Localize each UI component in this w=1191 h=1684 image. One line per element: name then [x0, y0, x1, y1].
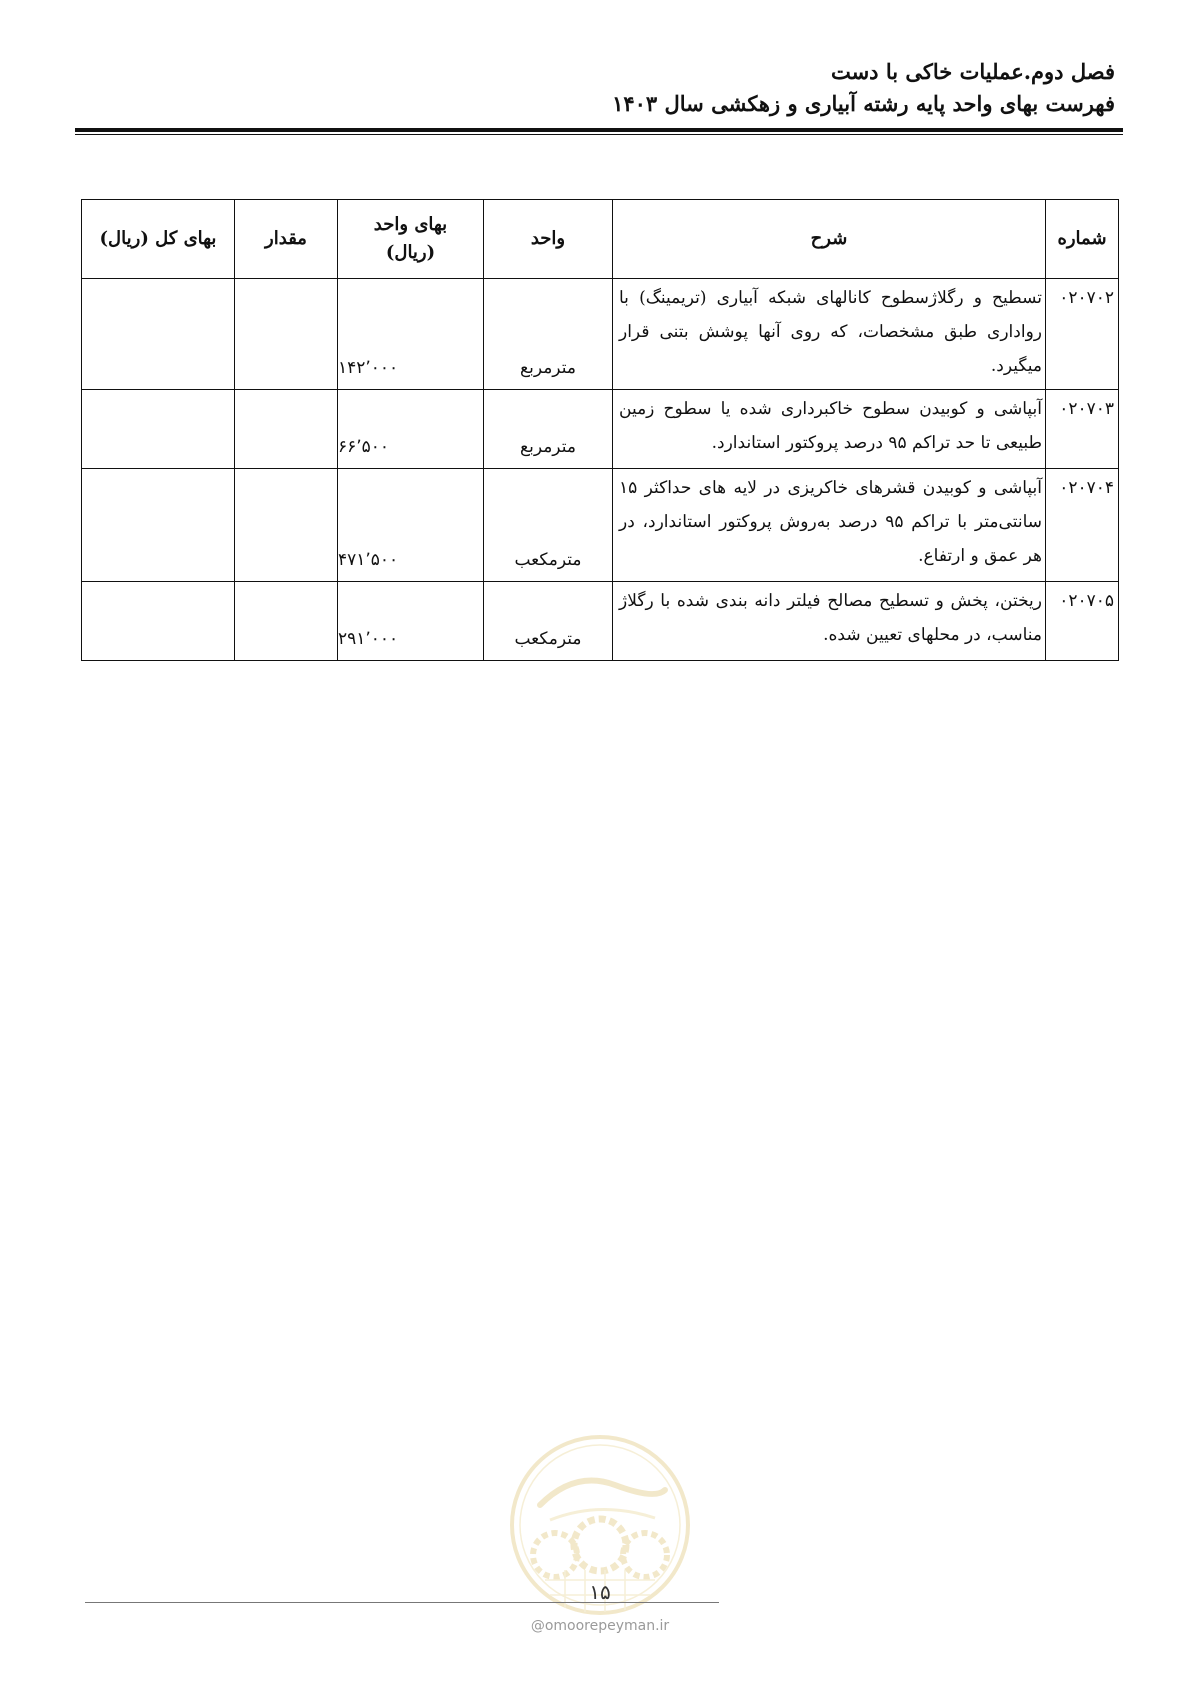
- row-code: ۰۲۰۷۰۴: [1046, 469, 1119, 582]
- row-quantity: [235, 469, 338, 582]
- row-code: ۰۲۰۷۰۵: [1046, 582, 1119, 661]
- footer-rule-left: [85, 1602, 480, 1603]
- row-total-price: [82, 469, 235, 582]
- header-unit: واحد: [484, 200, 613, 279]
- row-unit: مترمربع: [484, 279, 613, 390]
- header-rule-thick: [75, 128, 1123, 132]
- row-unit: مترمکعب: [484, 469, 613, 582]
- header-description: شرح: [613, 200, 1046, 279]
- price-list-table: [81, 199, 1119, 661]
- row-quantity: [235, 390, 338, 469]
- page-header: [75, 56, 1115, 120]
- row-description: تسطیح و رگلاژسطوح کانالهای شبکه آبیاری (تریمینگ) با رواداری طبق مشخصات، که روی آنها پوشش بتنی قرار میگیرد.: [613, 279, 1046, 390]
- header-rule-thin: [75, 134, 1123, 135]
- row-total-price: [82, 390, 235, 469]
- document-subtitle: فهرست بهای واحد پایه رشته آبیاری و زهکشی سال ۱۴۰۳: [612, 91, 1115, 116]
- row-description: ریختن، پخش و تسطیح مصالح فیلتر دانه بندی شده با رگلاژ مناسب، در محلهای تعیین شده.: [613, 582, 1046, 661]
- row-unit-price: ۴۷۱٬۵۰۰: [338, 469, 484, 582]
- row-description: آبپاشی و کوبیدن قشرهای خاکریزی در لایه های حداکثر ۱۵ سانتی‌متر با تراکم ۹۵ درصد به‌روش پروکتور استاندارد، در هر عمق و ارتفاع.: [613, 469, 1046, 582]
- row-code: ۰۲۰۷۰۲: [1046, 279, 1119, 390]
- row-unit: مترمکعب: [484, 582, 613, 661]
- table-row: [82, 469, 1119, 582]
- table-header-row: [82, 200, 1119, 279]
- header-total-price: بهای کل (ریال): [82, 200, 235, 279]
- row-description: آبپاشی و کوبیدن سطوح خاکبرداری شده یا سطوح زمین طبیعی تا حد تراکم ۹۵ درصد پروکتور استاندارد.: [613, 390, 1046, 469]
- row-total-price: [82, 279, 235, 390]
- row-unit-price: ۱۴۲٬۰۰۰: [338, 279, 484, 390]
- watermark-url: @omoorepeyman.ir: [530, 1618, 670, 1634]
- header-quantity: مقدار: [235, 200, 338, 279]
- header-code: شماره: [1046, 200, 1119, 279]
- row-unit: مترمربع: [484, 390, 613, 469]
- row-total-price: [82, 582, 235, 661]
- table-row: [82, 279, 1119, 390]
- header-unit-price: [338, 200, 484, 279]
- chapter-title: فصل دوم.عملیات خاکی با دست: [830, 59, 1115, 84]
- header-unit-price-label: بهای واحد (ریال): [373, 214, 448, 263]
- table-row: [82, 390, 1119, 469]
- page-number: ۱۵: [589, 1580, 611, 1604]
- row-code: ۰۲۰۷۰۳: [1046, 390, 1119, 469]
- row-quantity: [235, 582, 338, 661]
- table-row: [82, 582, 1119, 661]
- row-unit-price: ۶۶٬۵۰۰: [338, 390, 484, 469]
- row-quantity: [235, 279, 338, 390]
- row-unit-price: ۲۹۱٬۰۰۰: [338, 582, 484, 661]
